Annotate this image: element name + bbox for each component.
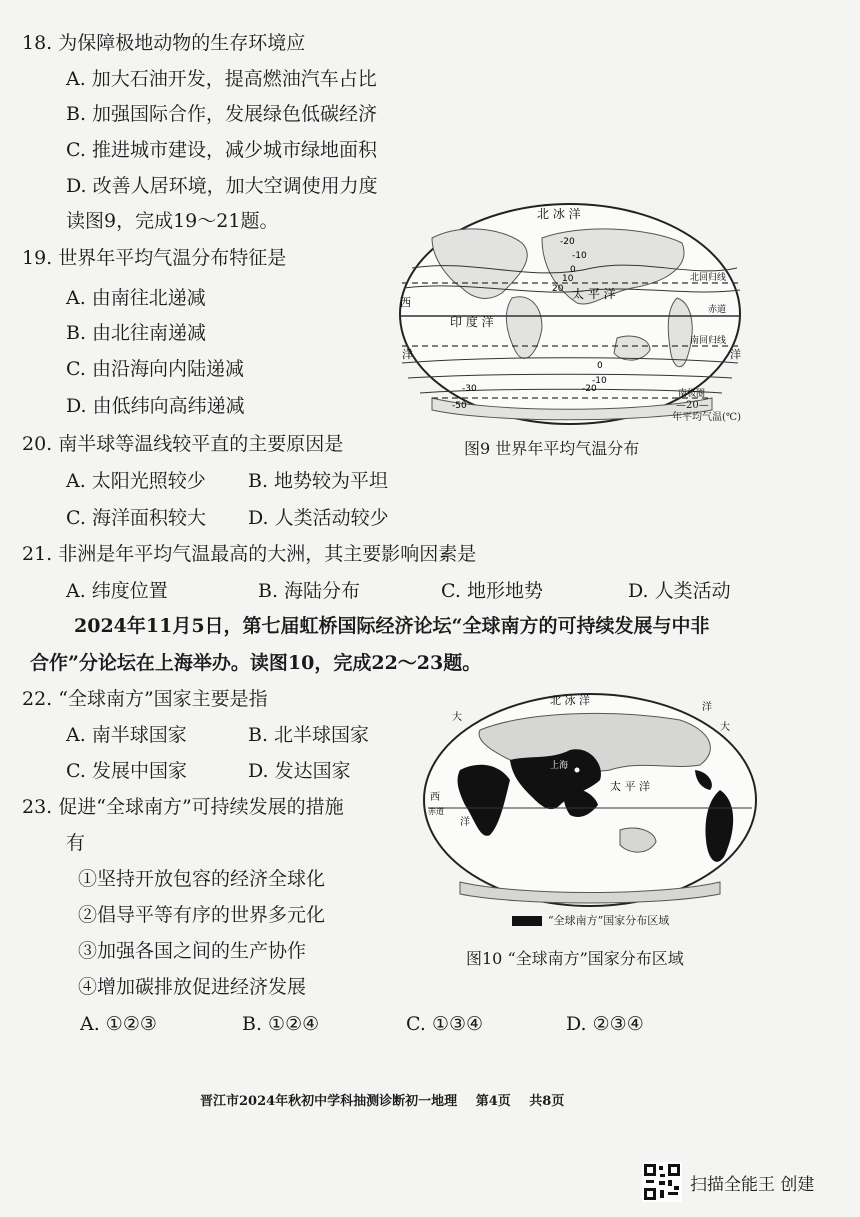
q21-option-a: A. 纬度位置 — [66, 580, 168, 602]
scanner-label: 扫描全能王 创建 — [690, 1174, 815, 1195]
fig10-legend-text: “全球南方”国家分布区域 — [548, 914, 670, 927]
fig10-yang-top: 洋 — [702, 702, 712, 713]
q19-option-b: B. 由北往南递减 — [66, 322, 207, 344]
fig9-indian-label: 印 度 洋 — [450, 315, 494, 329]
fig10-da-left: 大 — [452, 712, 462, 723]
q23-option-b: B. ①②④ — [242, 1013, 320, 1035]
footer-title: 晋江市2024年秋初中学科抽测诊断初一地理 — [200, 1094, 458, 1109]
q19-option-c: C. 由沿海向内陆递减 — [66, 358, 244, 380]
fig9-ocean-right-label: 洋 — [730, 348, 741, 361]
fig9-ocean-left-label: 洋 — [402, 348, 413, 361]
fig10-caption: 图10 “全球南方”国家分布区域 — [466, 949, 684, 968]
q22-option-a: A. 南半球国家 — [66, 724, 187, 746]
q19-stem: 19. 世界年平均气温分布特征是 — [22, 247, 287, 269]
fig9-iso-s10: -10 — [592, 376, 607, 386]
fig9-iso-s0: 0 — [597, 361, 603, 371]
fig9-iso-s50: -50 — [452, 401, 467, 411]
figure-10-global-south-map — [420, 690, 760, 912]
q18-option-a: A. 加大石油开发，提高燃油汽车占比 — [66, 68, 377, 90]
q23-item-1: ①坚持开放包容的经济全球化 — [78, 868, 326, 890]
q19-option-a: A. 由南往北递减 — [66, 287, 206, 309]
fig9-north-ice-label: 北 冰 洋 — [537, 207, 581, 221]
fig9-equator-label: 赤道 — [708, 305, 727, 315]
q23-stem-line1: 23. 促进“全球南方”可持续发展的措施 — [22, 796, 344, 818]
q22-option-b: B. 北半球国家 — [248, 724, 370, 746]
footer-total: 共8页 — [529, 1094, 565, 1109]
fig9-west-label: 西 — [400, 296, 411, 309]
q22-stem: 22. “全球南方”国家主要是指 — [22, 688, 268, 710]
fig10-da-right: 大 — [720, 722, 730, 733]
q23-item-4: ④增加碳排放促进经济发展 — [78, 976, 307, 998]
q18-option-c: C. 推进城市建设，减少城市绿地面积 — [66, 139, 377, 161]
q23-item-2: ②倡导平等有序的世界多元化 — [78, 904, 326, 926]
q19-option-d: D. 由低纬向高纬递减 — [66, 395, 245, 417]
q22-option-d: D. 发达国家 — [248, 760, 351, 782]
q18-option-b: B. 加强国际合作，发展绿色低碳经济 — [66, 103, 378, 125]
q20-option-a: A. 太阳光照较少 — [66, 470, 206, 492]
fig10-yang-left: 洋 — [460, 817, 470, 828]
fig10-shanghai-label: 上海 — [550, 761, 569, 771]
q21-stem: 21. 非洲是年平均气温最高的大洲，其主要影响因素是 — [22, 543, 477, 565]
fig10-north-ice-label: 北 冰 洋 — [550, 694, 590, 707]
legend-swatch — [512, 916, 542, 926]
fig9-tropic-capricorn-label: 南回归线 — [690, 336, 727, 346]
q20-option-d: D. 人类活动较少 — [248, 507, 389, 529]
q23-stem-line2: 有 — [66, 832, 86, 854]
q23-item-3: ③加强各国之间的生产协作 — [78, 940, 307, 962]
fig9-iso-0: 0 — [570, 265, 576, 275]
intro-22-line1: 2024年11月5日，第七届虹桥国际经济论坛“全球南方的可持续发展与中非 — [74, 615, 710, 637]
fig9-caption: 图9 世界年平均气温分布 — [464, 439, 640, 458]
figure-9-temperature-map — [392, 198, 748, 430]
footer-page: 第4页 — [475, 1094, 511, 1109]
fig9-iso-m10: -10 — [572, 251, 587, 261]
q18-option-d: D. 改善人居环境，加大空调使用力度 — [66, 175, 378, 197]
fig9-iso-m20: -20 — [560, 237, 575, 247]
q23-option-d: D. ②③④ — [566, 1013, 644, 1035]
q20-stem: 20. 南半球等温线较平直的主要原因是 — [22, 433, 344, 455]
q18-stem: 18. 为保障极地动物的生存环境应 — [22, 32, 306, 54]
q23-option-a: A. ①②③ — [80, 1013, 157, 1035]
fig9-iso-s20: -20 — [582, 384, 597, 394]
fig9-iso-s30: -30 — [462, 384, 477, 394]
fig9-tropic-cancer-label: 北回归线 — [690, 273, 727, 283]
q21-option-d: D. 人类活动 — [628, 580, 731, 602]
fig10-west-label: 西 — [430, 792, 440, 803]
fig10-pacific-label: 太 平 洋 — [610, 780, 650, 793]
qr-code-icon — [642, 1162, 682, 1202]
page-footer — [200, 1090, 578, 1109]
intro-22-line2: 合作”分论坛在上海举办。读图10，完成22～23题。 — [30, 652, 482, 674]
intro-19-21: 读图9，完成19～21题。 — [66, 210, 279, 232]
q21-option-b: B. 海陆分布 — [258, 580, 361, 602]
scanner-badge — [642, 1162, 814, 1202]
fig10-legend — [512, 914, 669, 928]
q20-option-b: B. 地势较为平坦 — [248, 470, 389, 492]
q22-option-c: C. 发展中国家 — [66, 760, 187, 782]
fig9-pacific-label: 太 平 洋 — [572, 287, 616, 301]
fig9-antarctic-label: 南极圈 — [678, 389, 706, 399]
fig10-equator-label: 赤道 — [428, 807, 444, 816]
q20-option-c: C. 海洋面积较大 — [66, 507, 206, 529]
fig9-legend: 年平均气温(℃) — [672, 412, 741, 423]
q21-option-c: C. 地形地势 — [441, 580, 543, 602]
q23-option-c: C. ①③④ — [406, 1013, 484, 1035]
fig9-legend-sample: —20— — [676, 400, 709, 411]
fig9-iso-20: 20 — [552, 284, 564, 294]
fig9-iso-10: 10 — [562, 274, 574, 284]
